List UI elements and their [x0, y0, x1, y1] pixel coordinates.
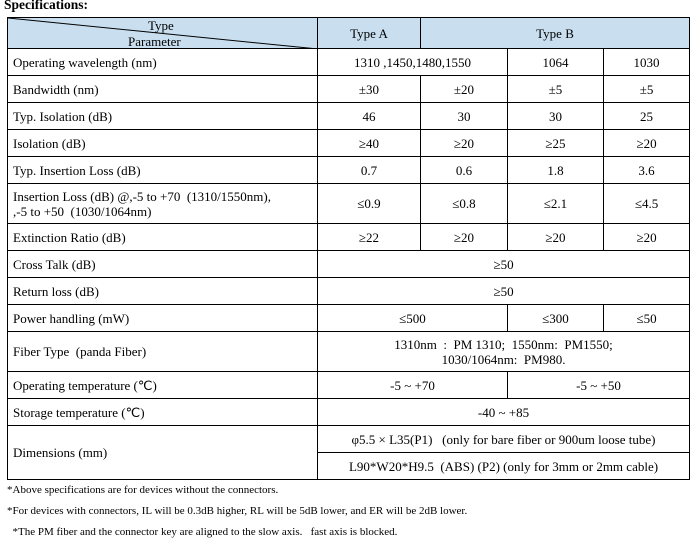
cell-value: 1.8 [508, 157, 604, 184]
cell-value: ≤0.9 [318, 184, 421, 224]
cell-value: ≥20 [604, 224, 690, 251]
header-type-b: Type B [421, 18, 690, 49]
cell-value: 46 [318, 103, 421, 130]
header-type-parameter-cell [8, 18, 318, 49]
cell-value: ≥20 [421, 130, 508, 157]
cell-value: ±20 [421, 76, 508, 103]
cell-value: -5 ~ +50 [508, 372, 690, 399]
cell-value: ≤0.8 [421, 184, 508, 224]
table-header-row [8, 18, 690, 49]
row-label: Extinction Ratio (dB) [8, 224, 318, 251]
row-label: Isolation (dB) [8, 130, 318, 157]
cell-value: -5 ~ +70 [318, 372, 508, 399]
table-row [8, 372, 690, 399]
cell-value: ≥50 [318, 251, 690, 278]
cell-value: ≥22 [318, 224, 421, 251]
row-label: Fiber Type (panda Fiber) [8, 332, 318, 372]
row-label: Operating wavelength (nm) [8, 49, 318, 76]
fiber-line: 1310nm : PM 1310; 1550nm: PM1550; [394, 336, 613, 352]
cell-value: ≥20 [421, 224, 508, 251]
cell-value: ±5 [508, 76, 604, 103]
cell-value: -40 ~ +85 [318, 399, 690, 426]
cell-value: 0.6 [421, 157, 508, 184]
footnote: *For devices with connectors, IL will be 0.3dB higher, RL will be 5dB lower, and ER will be 2dB lower. [7, 505, 468, 517]
cell-value: ≤300 [508, 305, 604, 332]
page-title: Specifications: [4, 0, 88, 12]
cell-value: 1310 ,1450,1480,1550 [318, 49, 508, 76]
cell-value: 30 [508, 103, 604, 130]
row-label: Power handling (mW) [8, 305, 318, 332]
table-row [8, 426, 690, 453]
table-row [8, 130, 690, 157]
cell-value: ≥20 [604, 130, 690, 157]
cell-value: 3.6 [604, 157, 690, 184]
footnote: *The PM fiber and the connector key are aligned to the slow axis. fast axis is blocked. [7, 526, 398, 538]
cell-value: ≤500 [318, 305, 508, 332]
cell-value: ≥40 [318, 130, 421, 157]
row-label: Operating temperature (℃) [8, 372, 318, 399]
row-label: Typ. Isolation (dB) [8, 103, 318, 130]
cell-value: 1064 [508, 49, 604, 76]
row-label [8, 184, 318, 224]
fiber-line: 1030/1064nm: PM980. [441, 351, 566, 367]
row-label: Return loss (dB) [8, 278, 318, 305]
table-row [8, 103, 690, 130]
cell-value: ≥25 [508, 130, 604, 157]
cell-value: L90*W20*H9.5 (ABS) (P2) (only for 3mm or 2mm cable) [318, 453, 690, 480]
spec-table [7, 17, 690, 480]
header-type-a: Type A [318, 18, 421, 49]
cell-value: ≤2.1 [508, 184, 604, 224]
cell-value: 0.7 [318, 157, 421, 184]
table-row [8, 157, 690, 184]
header-parameter-label: Parameter [128, 34, 181, 49]
table-row [8, 278, 690, 305]
cell-value: ≥20 [508, 224, 604, 251]
cell-value: ±30 [318, 76, 421, 103]
row-label-line: Insertion Loss (dB) @,-5 to +70 (1310/1550nm), [13, 188, 271, 204]
table-row [8, 305, 690, 332]
row-label-line: ,-5 to +50 (1030/1064nm) [13, 203, 152, 219]
cell-value: ≤4.5 [604, 184, 690, 224]
cell-value: ±5 [604, 76, 690, 103]
cell-value [318, 332, 690, 372]
footnote: *Above specifications are for devices without the connectors. [7, 484, 279, 496]
row-label: Typ. Insertion Loss (dB) [8, 157, 318, 184]
cell-value: φ5.5 × L35(P1) (only for bare fiber or 900um loose tube) [318, 426, 690, 453]
table-row [8, 49, 690, 76]
row-label: Storage temperature (℃) [8, 399, 318, 426]
header-type-label: Type [148, 18, 174, 33]
table-row [8, 251, 690, 278]
cell-value: ≤50 [604, 305, 690, 332]
row-label: Dimensions (mm) [8, 426, 318, 480]
table-row [8, 184, 690, 224]
cell-value: ≥50 [318, 278, 690, 305]
row-label: Cross Talk (dB) [8, 251, 318, 278]
cell-value: 30 [421, 103, 508, 130]
footnotes [7, 480, 467, 543]
cell-value: 25 [604, 103, 690, 130]
cell-value: 1030 [604, 49, 690, 76]
table-row [8, 76, 690, 103]
table-row [8, 224, 690, 251]
row-label: Bandwidth (nm) [8, 76, 318, 103]
table-row [8, 399, 690, 426]
table-row [8, 332, 690, 372]
